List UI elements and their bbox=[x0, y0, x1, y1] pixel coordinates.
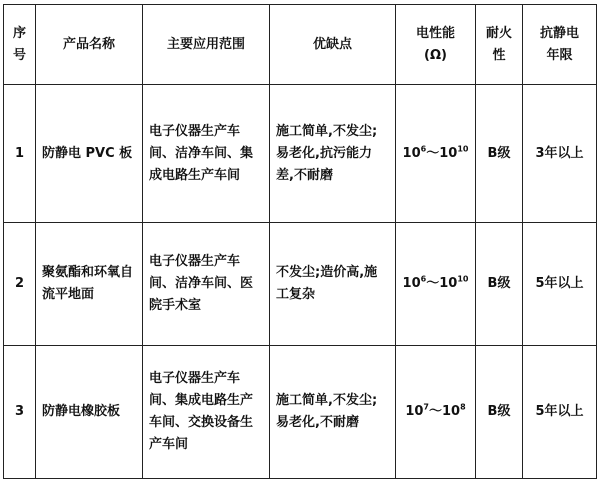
cell-name: 聚氨酯和环氧自流平地面 bbox=[36, 223, 143, 346]
cell-electrical bbox=[396, 85, 476, 223]
header-no: 序 号 bbox=[4, 5, 36, 85]
header-row bbox=[4, 5, 597, 85]
header-pros-cons: 优缺点 bbox=[270, 5, 396, 85]
cell-life: 3年以上 bbox=[523, 85, 597, 223]
cell-name: 防静电 PVC 板 bbox=[36, 85, 143, 223]
table-row bbox=[4, 346, 597, 479]
range-high-mantissa: 10 bbox=[439, 276, 458, 291]
header-scope: 主要应用范围 bbox=[143, 5, 270, 85]
cell-scope: 电子仪器生产车间、洁净车间、医院手术室 bbox=[143, 223, 270, 346]
range-low-mantissa: 10 bbox=[402, 145, 421, 161]
cell-fire: B级 bbox=[476, 346, 523, 479]
cell-fire: B级 bbox=[476, 85, 523, 223]
range-low-exp: 7 bbox=[423, 402, 429, 412]
cell-pros-cons: 不发尘;造价高,施工复杂 bbox=[270, 223, 396, 346]
range-sep: ～ bbox=[426, 276, 440, 291]
cell-electrical bbox=[396, 223, 476, 346]
range-low-exp: 6 bbox=[420, 274, 427, 284]
table-row bbox=[4, 223, 597, 346]
cell-fire: B级 bbox=[476, 223, 523, 346]
range-sep: ～ bbox=[428, 404, 442, 419]
header-life: 抗静电 年限 bbox=[523, 5, 597, 85]
cell-scope: 电子仪器生产车间、洁净车间、集成电路生产车间 bbox=[143, 85, 270, 223]
cell-scope: 电子仪器生产车间、集成电路生产车间、交换设备生产车间 bbox=[143, 346, 270, 479]
cell-no: 2 bbox=[4, 223, 36, 346]
range-sep: ～ bbox=[426, 145, 440, 161]
range-high-exp: 10 bbox=[457, 274, 469, 284]
cell-pros-cons: 施工简单,不发尘;易老化,抗污能力差,不耐磨 bbox=[270, 85, 396, 223]
header-electrical: 电性能 (Ω) bbox=[396, 5, 476, 85]
range-high-mantissa: 10 bbox=[442, 404, 461, 419]
cell-no: 1 bbox=[4, 85, 36, 223]
range-high-exp: 8 bbox=[460, 402, 466, 412]
cell-pros-cons: 施工简单,不发尘;易老化,不耐磨 bbox=[270, 346, 396, 479]
range-high-exp: 10 bbox=[457, 144, 469, 154]
range-high-mantissa: 10 bbox=[439, 145, 458, 161]
range-low-mantissa: 10 bbox=[405, 404, 424, 419]
cell-no: 3 bbox=[4, 346, 36, 479]
range-low-exp: 6 bbox=[420, 144, 427, 154]
cell-name: 防静电橡胶板 bbox=[36, 346, 143, 479]
header-name: 产品名称 bbox=[36, 5, 143, 85]
table-row bbox=[4, 85, 597, 223]
cell-electrical bbox=[396, 346, 476, 479]
header-fire: 耐火性 bbox=[476, 5, 523, 85]
antistatic-floor-table bbox=[3, 4, 597, 479]
cell-life: 5年以上 bbox=[523, 223, 597, 346]
range-low-mantissa: 10 bbox=[402, 276, 421, 291]
cell-life: 5年以上 bbox=[523, 346, 597, 479]
